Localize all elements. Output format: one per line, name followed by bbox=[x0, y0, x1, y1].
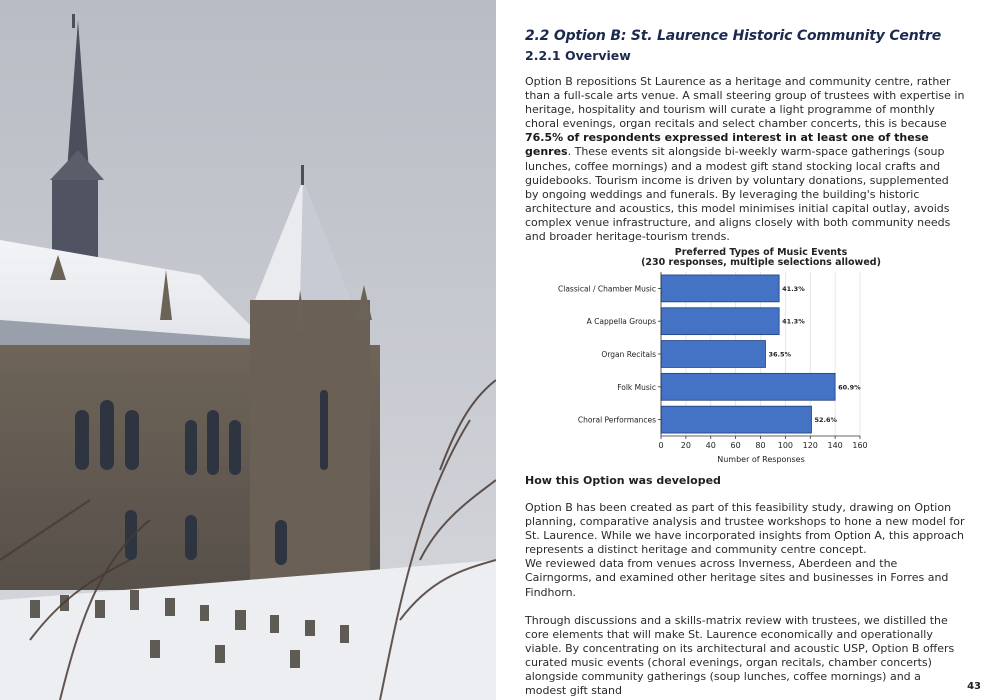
overview-bold-stat: 76.5% of respondents expressed interest in at least one of these genres bbox=[525, 131, 929, 159]
category-label: Organ Recitals bbox=[601, 350, 656, 359]
overview-paragraph bbox=[525, 75, 965, 244]
value-label: 52.6% bbox=[814, 416, 838, 425]
x-tick-label: 80 bbox=[755, 441, 766, 450]
overview-section bbox=[525, 28, 965, 244]
development-paragraph-2: We reviewed data from venues across Inverness, Aberdeen and the Cairngorms, and examined other heritage sites and businesses in Forres and Findhorn. bbox=[525, 557, 949, 599]
music-preferences-chart bbox=[525, 244, 965, 466]
bar bbox=[661, 373, 835, 400]
x-tick-label: 160 bbox=[852, 441, 868, 450]
chart-bars bbox=[661, 275, 861, 433]
x-tick-label: 20 bbox=[680, 441, 691, 450]
chart-xlabel: Number of Responses bbox=[717, 455, 805, 464]
bar bbox=[661, 308, 779, 335]
x-tick-label: 100 bbox=[777, 441, 794, 450]
chart-title: Preferred Types of Music Events bbox=[674, 247, 848, 258]
category-label: A Cappella Groups bbox=[586, 317, 656, 327]
x-tick-label: 40 bbox=[705, 441, 716, 450]
bar bbox=[661, 406, 811, 433]
development-paragraph-1: Option B has been created as part of this feasibility study, drawing on Option planning, comparative analysis and trustee workshops to hone a new model for St. Laurence. While we have incorporated insights from Option A, this approach represents a distinct heritage and community centre concept. bbox=[525, 501, 965, 557]
development-paragraph-3: Through discussions and a skills-matrix review with trustees, we distilled the core elements that will make St. Laurence economically and operationally viable. By concentrating on its architectural and acoustic USP, Option B offers curated music events (choral evenings, organ recitals, chamber concerts) alongside community gatherings (soup lunches, coffee mornings) and a modest gift stand bbox=[525, 613, 955, 698]
category-label: Folk Music bbox=[617, 382, 656, 392]
value-label: 36.5% bbox=[768, 350, 792, 359]
page-number: 43 bbox=[967, 681, 981, 692]
category-label: Choral Performances bbox=[577, 415, 656, 425]
overview-text-1: Option B repositions St Laurence as a heritage and community centre, rather than a full-scale arts venue. A small steering group of trustees with expertise in heritage, hospitality and tourism will curate a light programme of monthly choral evenings, organ recitals and select chamber concerts, this is because bbox=[525, 75, 965, 131]
value-label: 60.9% bbox=[838, 383, 861, 392]
category-label: Classical / Chamber Music bbox=[558, 284, 656, 294]
chart-subtitle: (230 responses, multiple selections allowed) bbox=[641, 257, 881, 268]
chart-svg bbox=[525, 244, 965, 466]
section-title: 2.2 Option B: St. Laurence Historic Community Centre bbox=[525, 28, 941, 44]
development-section bbox=[525, 474, 965, 698]
value-label: 41.3% bbox=[782, 317, 805, 326]
overview-text-2: . These events sit alongside bi-weekly warm-space gatherings (soup lunches, coffee mornings) and a modest gift stand stocking local crafts and guidebooks. Tourism income is driven by voluntary donations, supplemented by ongoing weddings and funerals. By leveraging the building's historic architecture and acoustics, this model minimises initial capital outlay, avoids complex venue infrastructure, and aligns closely with both community needs and broader heritage-tourism trends. bbox=[525, 145, 951, 244]
x-tick-label: 60 bbox=[730, 441, 741, 450]
value-label: 41.3% bbox=[782, 284, 805, 293]
bar bbox=[661, 275, 779, 302]
bar bbox=[661, 341, 765, 368]
x-tick-label: 0 bbox=[658, 441, 664, 450]
section-subtitle: 2.2.1 Overview bbox=[525, 48, 631, 63]
x-tick-label: 140 bbox=[827, 441, 843, 450]
development-heading: How this Option was developed bbox=[525, 474, 721, 487]
x-tick-label: 120 bbox=[802, 441, 818, 450]
